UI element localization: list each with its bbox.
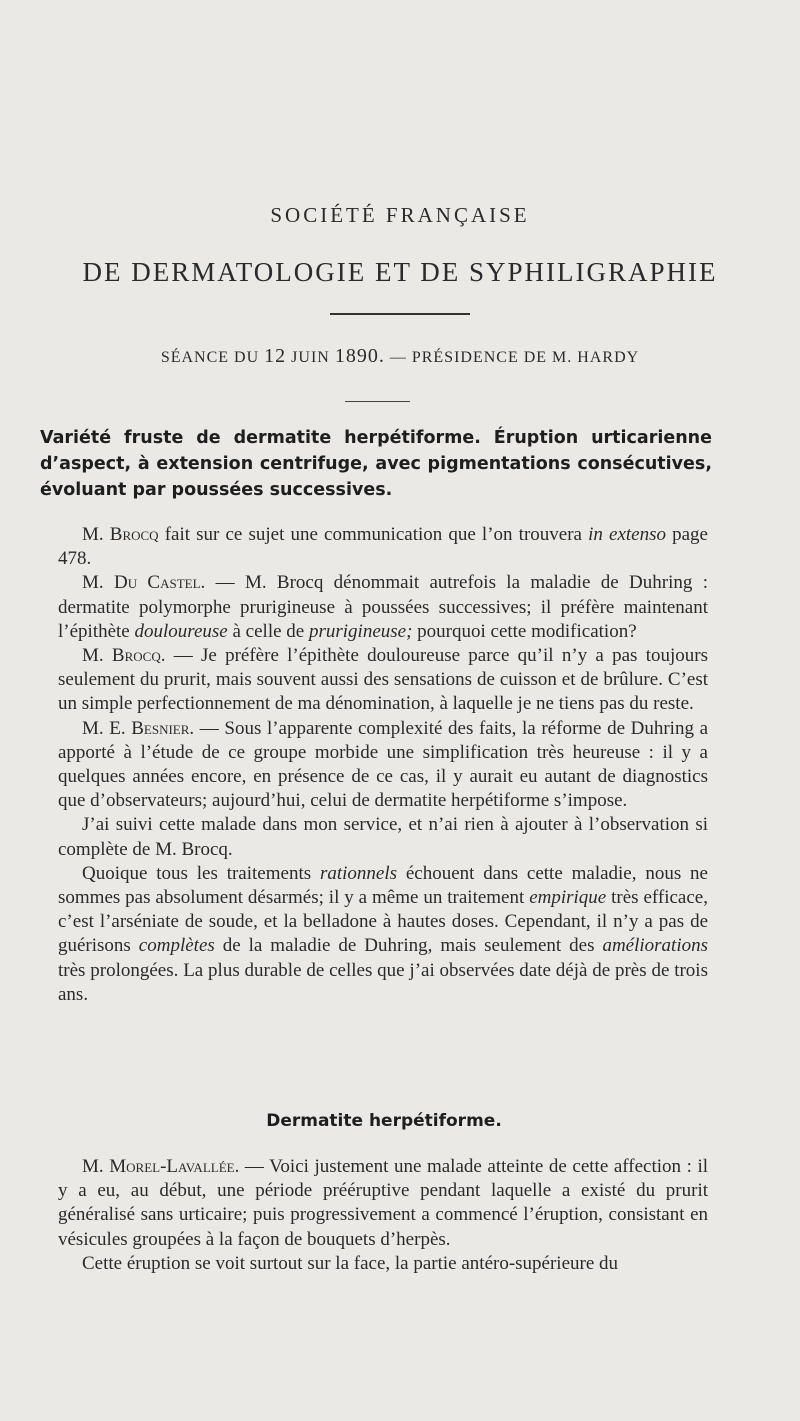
speaker-name: Morel-Lavallée. (109, 1156, 240, 1177)
session-year: 1890. (334, 345, 385, 367)
discussion-section (58, 523, 708, 1007)
session-month: JUIN (291, 349, 330, 366)
paragraph: Cette éruption se voit surtout sur la face, la partie antéro-supérieure du (82, 1252, 619, 1274)
journal-heading: DE DERMATOLOGIE ET DE SYPHILIGRAPHIE (82, 257, 718, 287)
section-subtitle: Dermatite herpétiforme. (266, 1111, 502, 1131)
session-day: 12 (264, 345, 287, 367)
paragraph: Quoique tous les traitements rationnels échouent dans cette maladie, nous ne sommes pas absolument désarmés; il y a même un traitement empirique très efficace, c’est l’arséniate de soude, et la belladone à hautes doses. Cependant, il n’y a pas de guérisons complètes de la maladie de Duhring, mais seulement des améliorations très prolongées. La plus durable de celles que j’ai observées date déjà de près de trois ans. (58, 862, 708, 1005)
case-section (58, 1155, 708, 1276)
article-title: Variété fruste de dermatite herpétiforme. Éruption urticarienne d’aspect, à extension centrifuge, avec pigmentations consécutives, évoluant par poussées successives. (40, 428, 712, 500)
session-prefix: SÉANCE DU (160, 349, 260, 366)
paragraph: M. Morel-Lavallée. — Voici justement une malade atteinte de cette affection : il y a eu, au début, une période prééruptive pendant laquelle a existé du prurit généralisé sans urticaire; puis progressivement a commencé l’éruption, consistant en vésicules groupées à la façon de bouquets d’herpès. (58, 1156, 708, 1250)
paragraph: M. E. Besnier. — Sous l’apparente complexité des faits, la réforme de Duhring a apporté à l’étude de ce groupe morbide une simplification très heureuse : il y a quelques années encore, en présence de ce cas, il y aurait eu autant de diagnostics que d’observateurs; aujourd’hui, celui de dermatite herpétiforme s’impose. (58, 717, 708, 812)
speaker-name: Brocq (109, 524, 159, 545)
society-heading: SOCIÉTÉ FRANÇAISE (270, 203, 530, 227)
paragraph: M. Brocq fait sur ce sujet une communication que l’on trouvera in extenso page 478. (58, 524, 708, 570)
speaker-name: Du Castel. (113, 572, 206, 594)
session-line (0, 345, 800, 368)
session-presidency: — PRÉSIDENCE DE M. HARDY (389, 349, 640, 366)
speaker-name: Brocq. (111, 645, 166, 667)
paragraph: M. Du Castel. — M. Brocq dénommait autrefois la maladie de Duhring : dermatite polymorphe prurigineuse à poussées successives; il préfère maintenant l’épithète douloureuse à celle de prurigineuse; pourquoi cette modification? (58, 572, 708, 642)
paragraph: M. Brocq. — Je préfère l’épithète douloureuse parce qu’il n’y a pas toujours seulement du prurit, mais souvent aussi des sensations de cuisson et de brûlure. C’est un simple perfectionnement de ma dénomination, à laquelle je ne tiens pas du reste. (58, 645, 708, 715)
heading-divider (330, 313, 470, 315)
speaker-name: Besnier. (131, 717, 195, 739)
paragraph: J’ai suivi cette malade dans mon service, et n’ai rien à ajouter à l’observation si complète de M. Brocq. (58, 814, 708, 860)
session-divider (345, 401, 410, 402)
